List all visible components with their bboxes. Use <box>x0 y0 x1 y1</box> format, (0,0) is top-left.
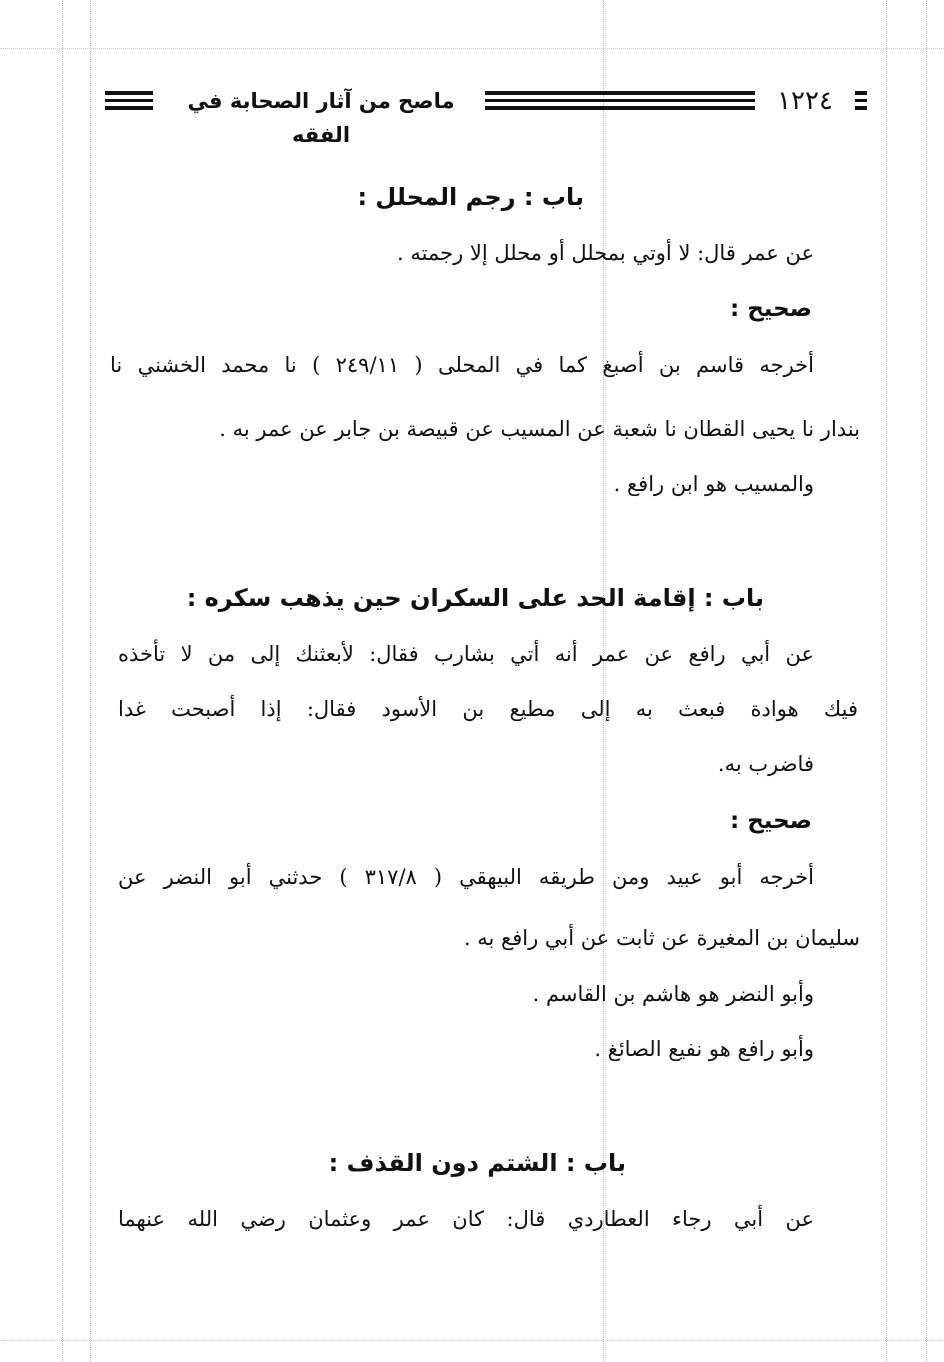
scan-guide-line <box>0 1340 944 1341</box>
section-heading: باب : الشتم دون القذف : <box>328 1149 626 1177</box>
header-ornament-bars <box>105 91 153 113</box>
grading-label: صحيح : <box>730 296 812 322</box>
narration-line: عن أبي رافع عن عمر أنه أتي بشارب فقال: لأبعثنك إلى من لا تأخذه <box>118 642 814 666</box>
scan-guide-line <box>0 48 944 49</box>
takhrij-line: أخرجه قاسم بن أصبغ كما في المحلى ( ٢٤٩/١١ ) نا محمد الخشني نا <box>110 353 814 377</box>
takhrij-line: بندار نا يحيى القطان نا شعبة عن المسيب عن قبيصة بن جابر عن عمر به . <box>219 417 860 441</box>
grading-label: صحيح : <box>730 808 812 834</box>
narration-line: عن أبي رجاء العطاردي قال: كان عمر وعثمان رضي الله عنهما <box>118 1207 814 1231</box>
note-line: وأبو رافع هو نفيع الصائغ . <box>594 1037 814 1061</box>
takhrij-line: أخرجه أبو عبيد ومن طريقه البيهقي ( ٣١٧/٨ ) حدثني أبو النضر عن <box>118 865 814 889</box>
narration-line: فيك هوادة فبعث به إلى مطيع بن الأسود فقال: إذا أصبحت غدا <box>118 697 858 721</box>
note-line: وأبو النضر هو هاشم بن القاسم . <box>532 982 814 1006</box>
page-number: ١٢٢٤ <box>755 84 855 118</box>
section-heading: باب : رجم المحلل : <box>357 183 584 211</box>
takhrij-line: سليمان بن المغيرة عن ثابت عن أبي رافع به . <box>463 926 860 950</box>
section-heading: باب : إقامة الحد على السكران حين يذهب سكره : <box>186 584 764 612</box>
scan-guide-line <box>926 0 927 1362</box>
narration-line: فاضرب به. <box>717 752 814 776</box>
running-header <box>105 84 865 147</box>
scan-guide-line <box>90 0 91 1362</box>
scan-guide-line <box>62 0 63 1362</box>
scan-guide-line <box>886 0 887 1362</box>
note-line: والمسيب هو ابن رافع . <box>613 472 814 496</box>
narration-line: عن عمر قال: لا أوتي بمحلل أو محلل إلا رجمته . <box>397 241 814 265</box>
book-title: ماصح من آثار الصحابة في الفقه <box>161 84 481 152</box>
